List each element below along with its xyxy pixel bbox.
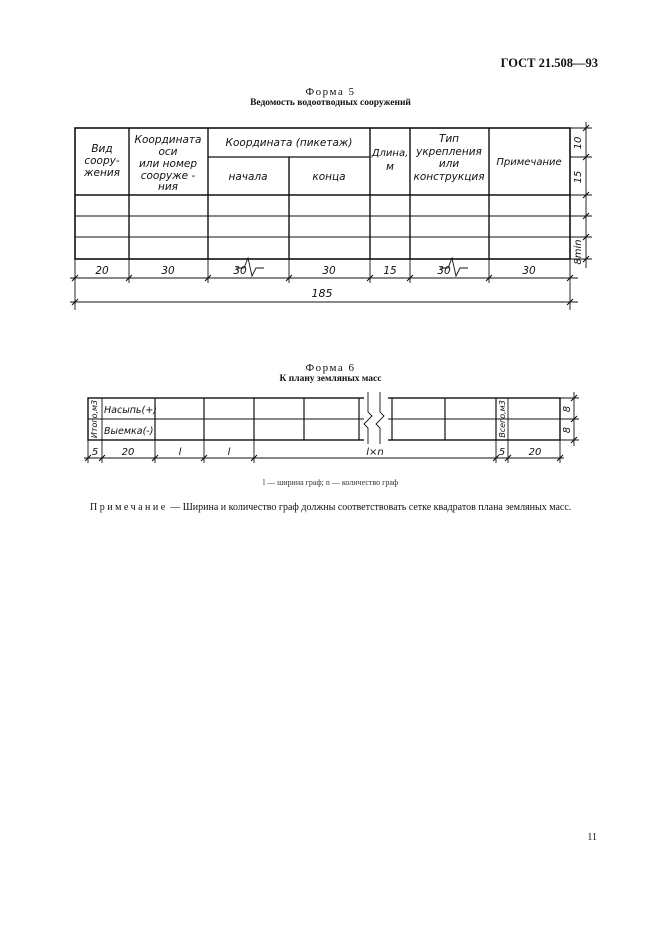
width-dim: 30 [161,265,175,277]
row-height-min: 8min [573,239,584,265]
dim-5b: 5 [498,447,506,458]
row-height-bottom: 15 [573,170,584,184]
document-code: ГОСТ 21.508—93 [500,56,598,70]
row-total: Всего,м3 [498,400,507,438]
width-dim: 30 [437,265,451,277]
form6-title: К плану земляных масс [279,374,382,384]
header-type-4: конструкция [413,171,485,183]
header-axis-5: ния [157,181,179,193]
dim-h1: 8 [562,405,573,413]
width-dim: 30 [233,265,247,277]
width-dim: 30 [322,265,336,277]
note-text: — Ширина и количество граф должны соответствовать сетке квадратов плана земляных масс. [167,502,572,513]
row-height-top: 10 [573,136,584,150]
header-end: конца [312,171,346,183]
width-dim: 30 [522,265,536,277]
form5-title: Ведомость водоотводных сооружений [250,98,411,108]
header-note: Примечание [496,157,562,168]
row-fill: Насыпь(+) [104,405,157,416]
header-kind-3: жения [84,167,120,179]
dim-l1: l [178,447,182,458]
page-number: 11 [587,832,597,843]
form6-label: Форма 6 [305,362,356,374]
header-kind-1: Вид [91,143,113,155]
width-dim: 15 [383,265,397,277]
header-axis-1: Координата [134,134,202,146]
note-paragraph [62,500,600,515]
form6-legend: l — ширина граф; n — количество граф [262,478,399,487]
row-vertical-total: Итого,м3 [90,399,99,439]
header-axis-2: оси [158,146,178,158]
header-length-1: Длина, [371,148,409,159]
dim-h2: 8 [562,426,573,434]
header-axis-3: или номер [138,158,198,170]
header-type-2: укрепления [416,146,482,158]
header-kind-2: соору- [84,155,120,167]
dim-20b: 20 [528,447,542,458]
header-length-2: м [386,161,394,173]
header-axis-4: сооруже - [140,170,196,182]
dim-l2: l [227,447,231,458]
header-coord: Координата (пикетаж) [225,137,353,149]
dim-5a: 5 [91,447,99,458]
header-start: начала [228,171,268,183]
header-type-1: Тип [438,133,460,145]
dim-20a: 20 [121,447,135,458]
dim-lxn: l×n [366,447,384,458]
row-cut: Выемка(-) [104,426,154,437]
total-width-dim: 185 [311,287,333,300]
form5-table [70,122,592,310]
form5-label: Форма 5 [305,86,356,98]
header-type-3: или [438,158,460,170]
note-label: Примечание [90,502,168,513]
width-dim: 20 [95,265,109,277]
